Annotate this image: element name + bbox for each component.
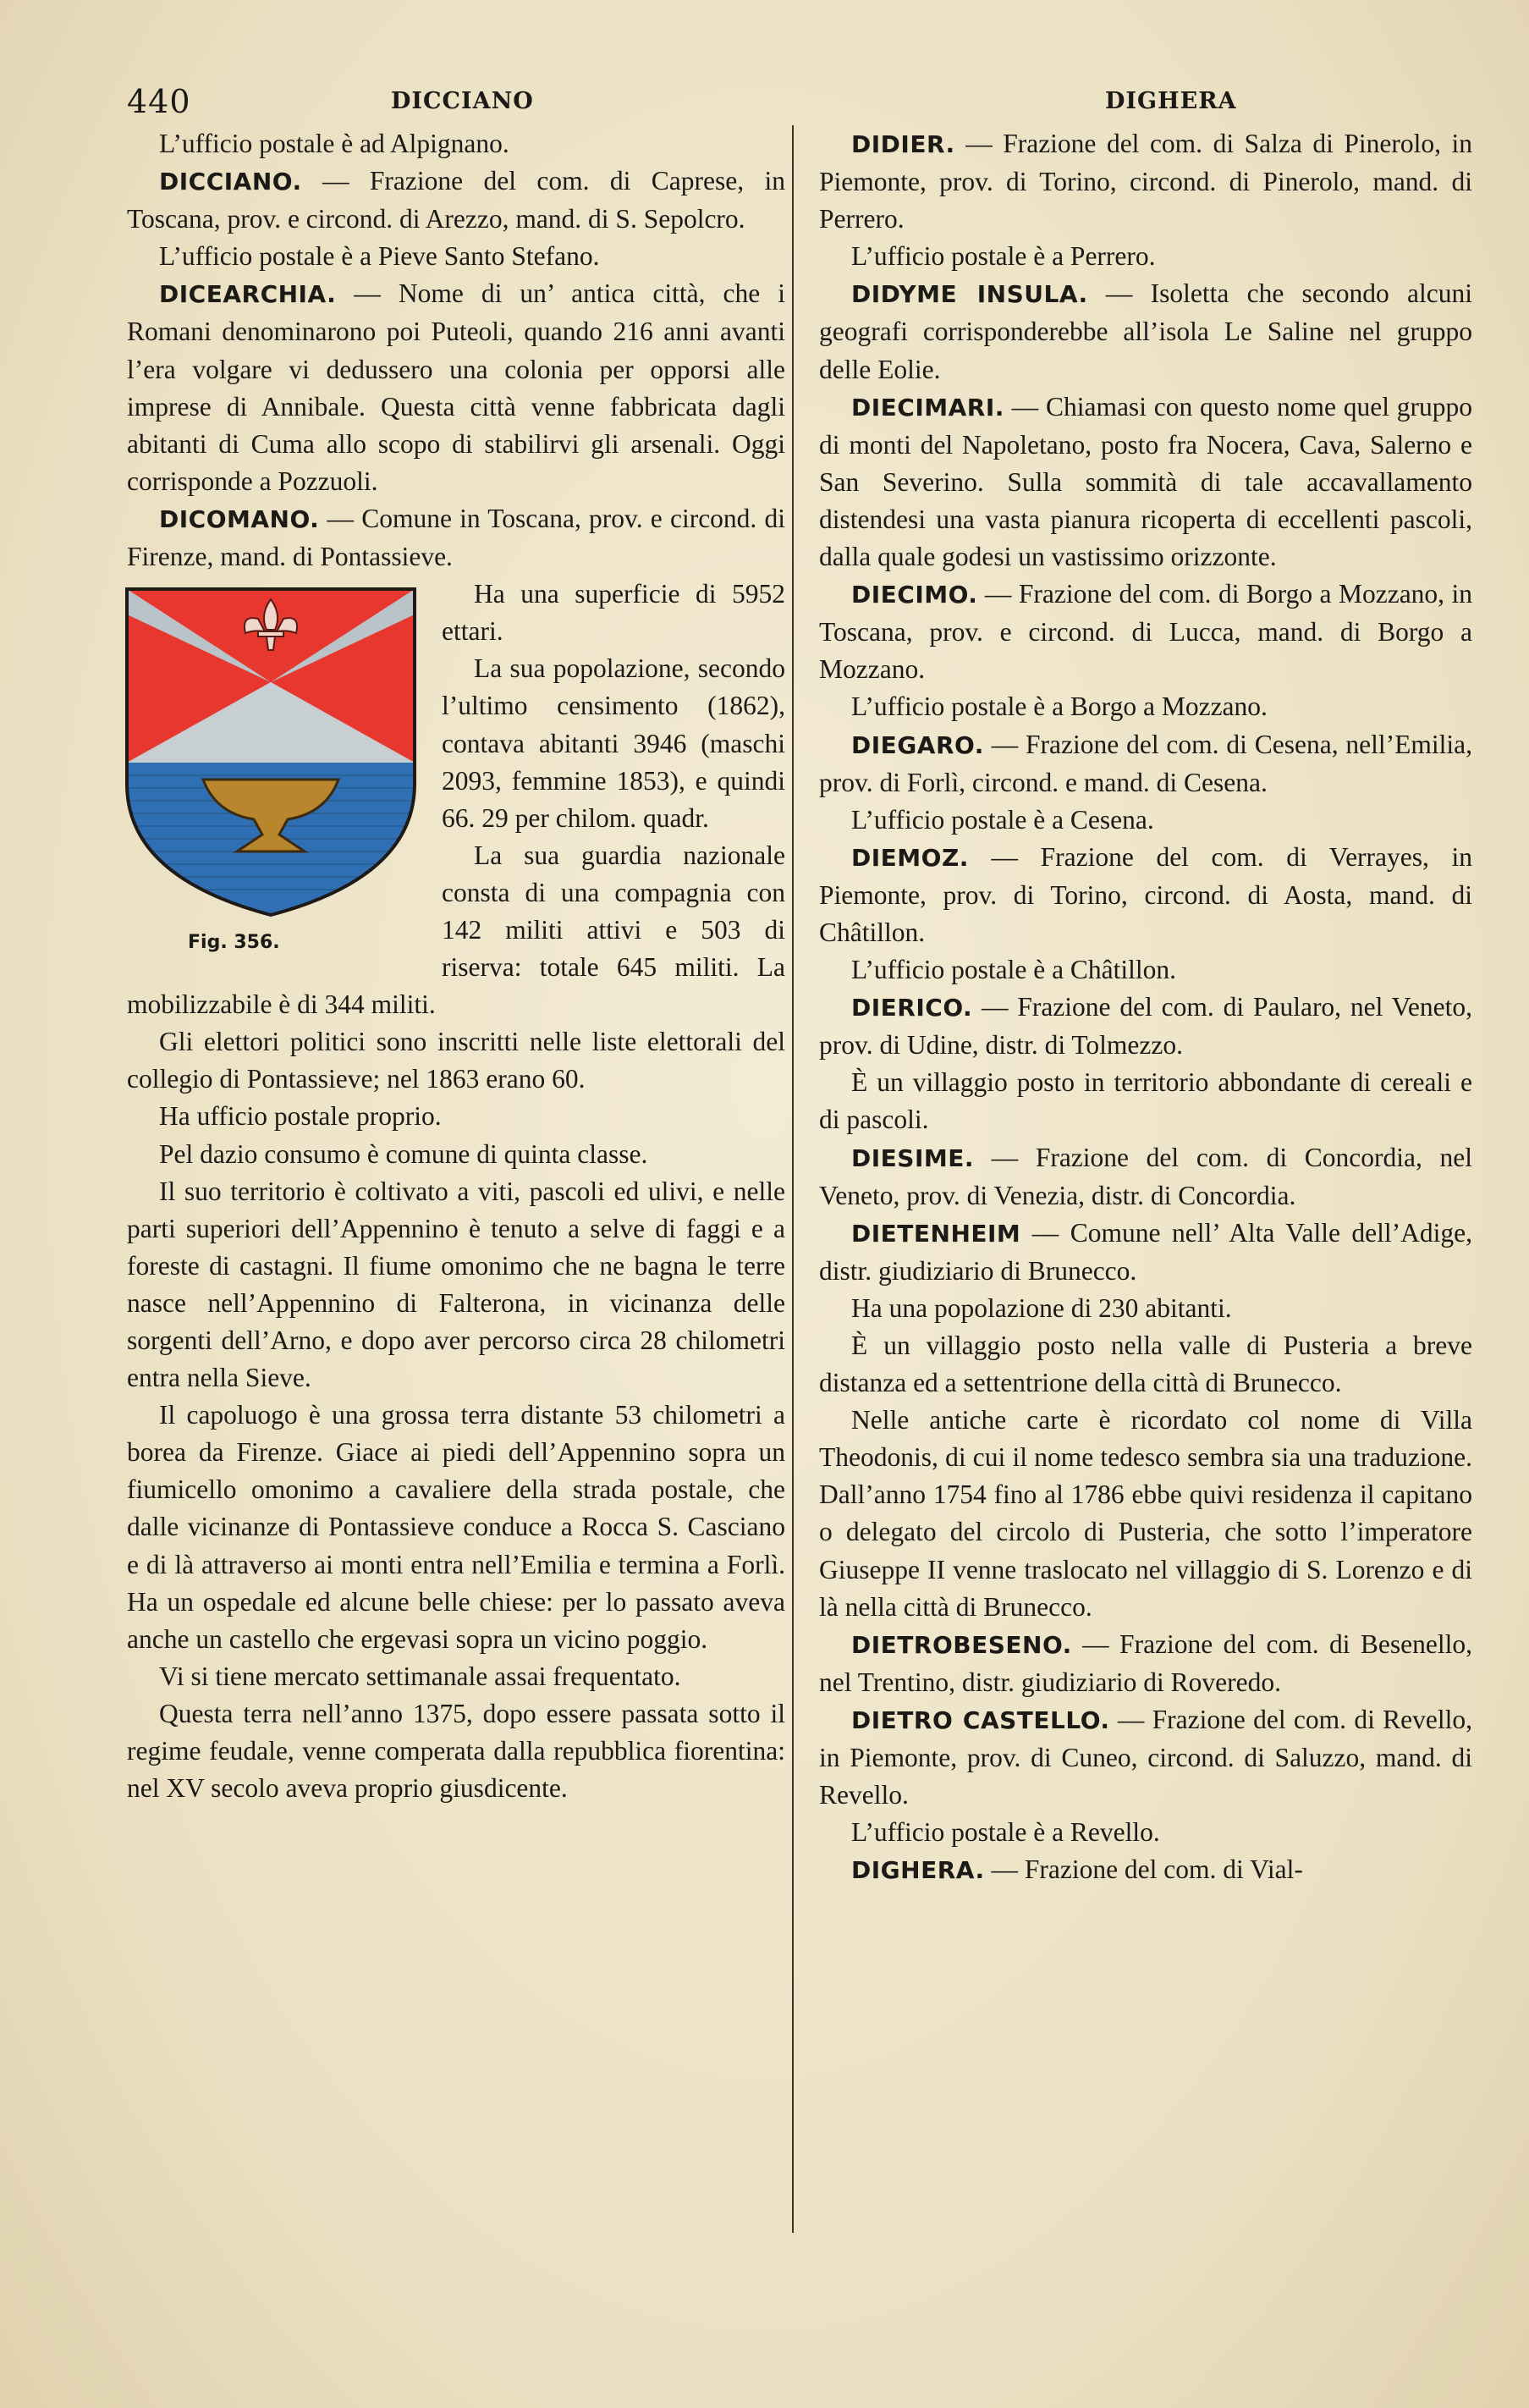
entry-dietenheim: DIETENHEIM — Comune nell’ Alta Valle dell’Adige, distr. giudiziario di Brunecco. [819, 1217, 1472, 1286]
entry-paragraph: L’ufficio postale è a Revello. [851, 1817, 1160, 1848]
entry-keyword: DIDYME INSULA. [851, 280, 1088, 309]
entry-paragraph: Gli elettori politici sono inscritti nelle liste elettorali del collegio di Pontassieve; nel 1863 erano 60. [127, 1027, 785, 1094]
coat-of-arms-shield-icon [123, 581, 419, 919]
entry-paragraph: Ha ufficio postale proprio. [159, 1101, 442, 1132]
entry-didier: DIDIER. — Frazione del com. di Salza di Pinerolo, in Piemonte, prov. di Torino, circond. di Pinerolo, mand. di Perrero. [819, 129, 1472, 234]
right-column [819, 125, 1472, 1889]
entry-dighera: DIGHERA. — Frazione del com. di Vial- [851, 1854, 1303, 1885]
page-number: 440 [127, 83, 191, 120]
entry-keyword: DIGHERA. [851, 1856, 985, 1885]
entry-paragraph: È un villaggio posto in territorio abbondante di cereali e di pascoli. [819, 1067, 1472, 1135]
entry-keyword: DICCIANO. [159, 168, 302, 196]
entry-paragraph: Ha una popolazione di 230 abitanti. [851, 1292, 1232, 1323]
entry-dicciano: DICCIANO. — Frazione del com. di Caprese, in Toscana, prov. e circond. di Arezzo, mand. di S. Sepolcro. [127, 166, 785, 234]
entry-keyword: DIESIME. [851, 1143, 974, 1172]
entry-dicearchia: DICEARCHIA. — Nome di un’ antica città, che i Romani denominarono poi Puteoli, quando 216 anni avanti l’era volgare vi dedussero una colonia per opporsi alle imprese di Annibale. Questa città venne fabbricata dagli abitanti di Cuma allo scopo di stabilirvi gli arsenali. Oggi corrisponde a Pozzuoli. [127, 278, 785, 496]
entry-keyword: DIERICO. [851, 994, 973, 1022]
entry-keyword: DIETROBESENO. [851, 1630, 1072, 1659]
entry-dierico: DIERICO. — Frazione del com. di Paularo, nel Veneto, prov. di Udine, distr. di Tolmezzo. [819, 992, 1472, 1061]
entry-keyword: DICEARCHIA. [159, 280, 337, 309]
entry-paragraph: La sua popolazione, secondo l’ultimo censimento (1862), contava abitanti 3946 (maschi 2093, femmine 1853), e quindi 66. 29 per chilom. quadr. [442, 653, 785, 833]
left-column [127, 125, 785, 1807]
entry-keyword: DIDIER. [851, 130, 955, 158]
entry-paragraph: Vi si tiene mercato settimanale assai frequentato. [159, 1661, 681, 1691]
entry-keyword: DIECIMARI. [851, 393, 1004, 422]
entry-paragraph: L’ufficio postale è a Cesena. [851, 804, 1154, 835]
entry-paragraph: La sua guardia nazionale consta di una compagnia con 142 militi attivi e 503 di riserva: totale 645 militi. La mobilizzabile è di 344 militi. [127, 840, 785, 1020]
coat-of-arms-figure [118, 576, 432, 972]
figure-caption: Fig. 356. [188, 932, 280, 954]
entry-dicomano: DICOMANO. — Comune in Toscana, prov. e circond. di Firenze, mand. di Pontassieve. [127, 503, 785, 572]
entry-diecimari: DIECIMARI. — Chiamasi con questo nome quel gruppo di monti del Napoletano, posto fra Nocera, Cava, Salerno e San Severino. Sulla sommità di tale accavallamento distendesi una vasta pianura ricoperta di eccellenti pascoli, dalla quale godesi un vastissimo orizzonte. [819, 391, 1472, 572]
entry-paragraph: È un villaggio posto nella valle di Pusteria a breve distanza ed a settentrione della città di Brunecco. [819, 1331, 1472, 1398]
entry-paragraph: Nelle antiche carte è ricordato col nome di Villa Theodonis, di cui il nome tedesco sembra sia una traduzione. Dall’anno 1754 fino al 1786 ebbe quivi residenza il capitano o delegato del circolo di Pusteria, che sotto l’imperatore Giuseppe II venne traslocato nel villaggio di S. Lorenzo e di là nella città di Brunecco. [819, 1405, 1472, 1622]
entry-paragraph: L’ufficio postale è ad Alpignano. [159, 129, 509, 158]
entry-paragraph: L’ufficio postale è a Châtillon. [851, 955, 1177, 985]
entry-keyword: DIETENHEIM [851, 1219, 1021, 1248]
entry-dietro-castello: DIETRO CASTELLO. — Frazione del com. di Revello, in Piemonte, prov. di Cuneo, circond. di Saluzzo, mand. di Revello. [819, 1704, 1472, 1810]
entry-paragraph: L’ufficio postale è a Perrero. [851, 241, 1156, 272]
entry-paragraph: Il capoluogo è una grossa terra distante 53 chilometri a borea da Firenze. Giace ai piedi dell’Appennino sopra un fiumicello omonimo a cavaliere della strada postale, che dalle vicinanze di Pontassieve conduce a Rocca S. Casciano e di là attraverso ai monti entra nell’Emilia e termina a Forlì. Ha un ospedale ed alcune belle chiese: per lo passato aveva anche un castello che ergevasi sopra un vicino poggio. [127, 1400, 785, 1654]
entry-paragraph: L’ufficio postale è a Pieve Santo Stefano. [159, 241, 600, 272]
right-running-head: DIGHERA [1105, 88, 1237, 114]
left-running-head: DICCIANO [391, 88, 534, 114]
entry-dietrobeseno: DIETROBESENO. — Frazione del com. di Besenello, nel Trentino, distr. giudiziario di Roveredo. [819, 1628, 1472, 1697]
entry-paragraph: Ha una superficie di 5952 ettari. [442, 579, 785, 647]
entry-paragraph: Questa terra nell’anno 1375, dopo essere passata sotto il regime feudale, venne comperata dalla repubblica fiorentina: nel XV secolo aveva proprio giusdicente. [127, 1698, 785, 1804]
entry-paragraph: Pel dazio consumo è comune di quinta classe. [159, 1138, 648, 1169]
entry-diemoz: DIEMOZ. — Frazione del com. di Verrayes, in Piemonte, prov. di Torino, circond. di Aosta, mand. di Châtillon. [819, 841, 1472, 947]
entry-paragraph: Il suo territorio è coltivato a viti, pascoli ed ulivi, e nelle parti superiori dell’Appennino è tenuto a selve di faggi e a foreste di castagni. Il fiume omonimo che ne bagna le terre nasce nell’Appennino di Falterona, in vicinanza delle sorgenti dell’Arno, e dopo aver percorso circa 28 chilometri entra nella Sieve. [127, 1176, 785, 1393]
entry-keyword: DICOMANO. [159, 504, 320, 533]
entry-keyword: DIEMOZ. [851, 843, 969, 872]
entry-keyword: DIETRO CASTELLO. [851, 1705, 1110, 1734]
entry-paragraph: L’ufficio postale è a Borgo a Mozzano. [851, 692, 1268, 722]
entry-keyword: DIECIMO. [851, 581, 978, 609]
entry-diecimo: DIECIMO. — Frazione del com. di Borgo a Mozzano, in Toscana, prov. e circond. di Lucca, mand. di Borgo a Mozzano. [819, 579, 1472, 685]
entry-didyme-insula: DIDYME INSULA. — Isoletta che secondo alcuni geografi corrisponderebbe all’isola Le Saline nel gruppo delle Eolie. [819, 278, 1472, 384]
entry-diesime: DIESIME. — Frazione del com. di Concordia, nel Veneto, prov. di Venezia, distr. di Concordia. [819, 1142, 1472, 1210]
entry-keyword: DIEGARO. [851, 730, 984, 759]
entry-diegaro: DIEGARO. — Frazione del com. di Cesena, nell’Emilia, prov. di Forlì, circond. e mand. di Cesena. [819, 729, 1472, 797]
column-divider [792, 125, 794, 2233]
